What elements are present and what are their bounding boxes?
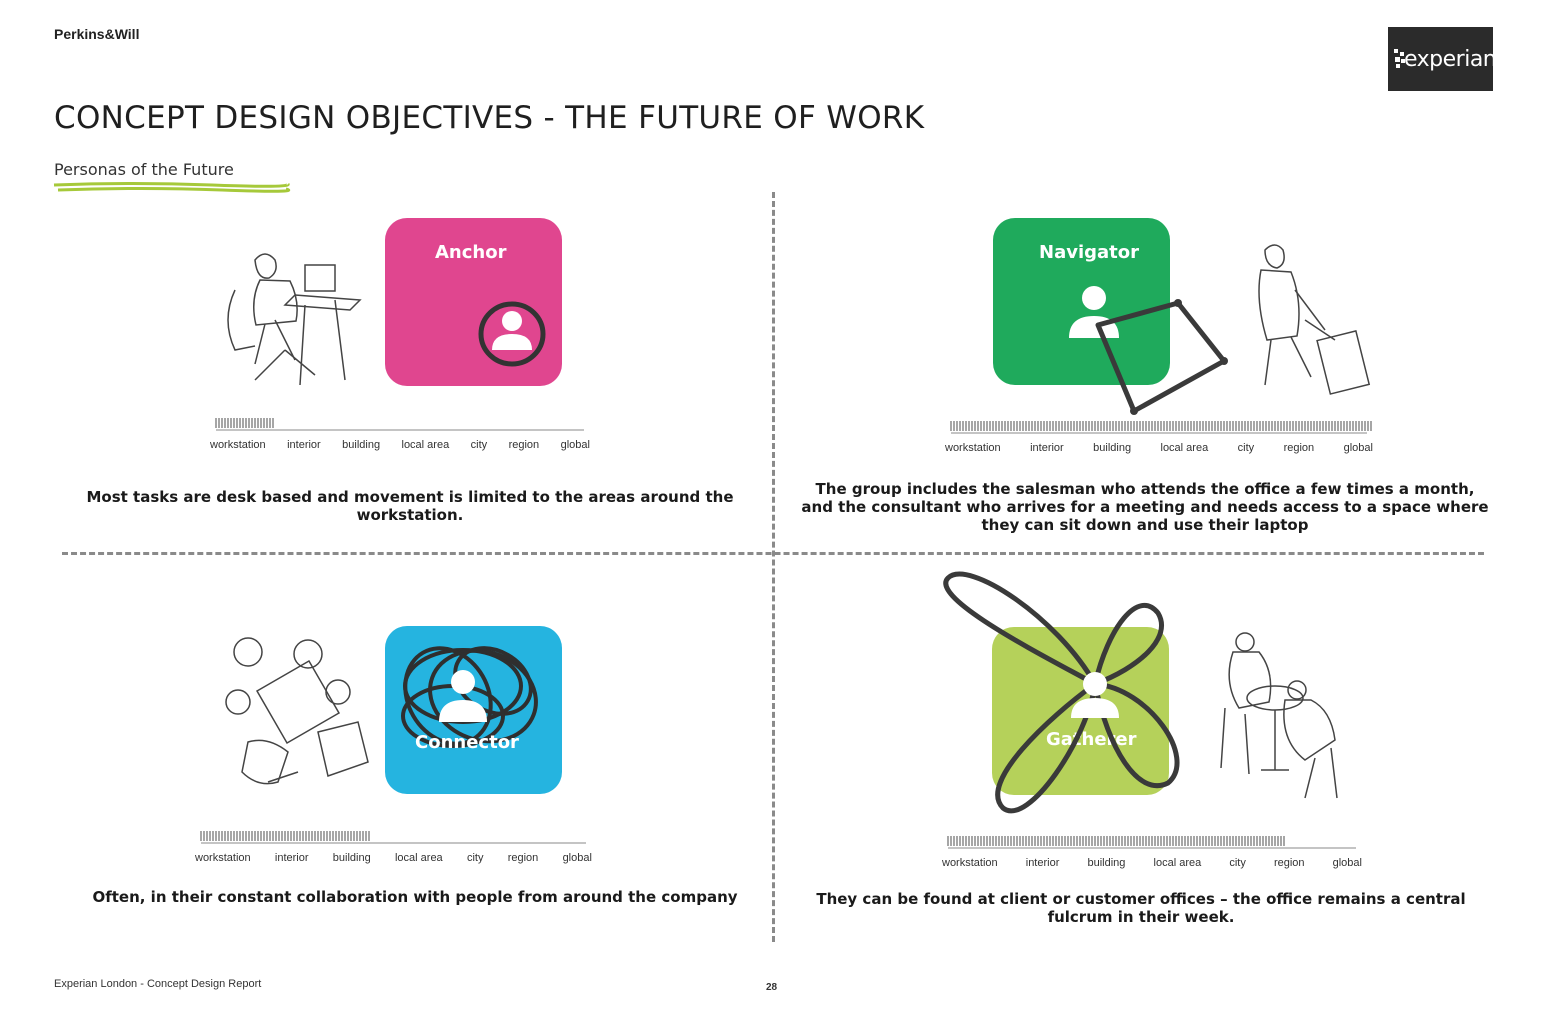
anchor-description: Most tasks are desk based and movement is limited to the areas around the workstation. [86, 488, 734, 524]
scale-label-workstation: workstation [942, 857, 998, 869]
scale-label-local-area: local area [394, 852, 443, 864]
navigator-label: Navigator [1039, 242, 1139, 263]
scale-label-workstation: workstation [210, 439, 266, 451]
gatherer-description: They can be found at client or customer offices – the office remains a central fulcrum in their week. [816, 890, 1466, 926]
scale-label-interior: interior [1025, 857, 1060, 869]
scale-label-region: region [507, 852, 539, 864]
scale-label-region: region [1283, 442, 1315, 454]
navigator-description: The group includes the salesman who attends the office a few times a month, and the consultant who arrives for a meeting and needs access to a space where they can sit down and use their laptop [801, 480, 1489, 534]
scale-bar [210, 412, 590, 434]
scale-label-building: building [1093, 442, 1132, 454]
anchor-label: Anchor [435, 242, 507, 263]
meeting-table-sketch [208, 632, 378, 802]
footer-report-title: Experian London - Concept Design Report [54, 978, 262, 990]
scale-labels [942, 857, 1362, 869]
scale-label-building: building [342, 439, 381, 451]
scale-label-interior: interior [274, 852, 309, 864]
scale-bar [195, 825, 592, 847]
scale-label-local-area: local area [1160, 442, 1209, 454]
scale-label-global: global [1332, 857, 1362, 869]
section-subtitle: Personas of the Future [54, 160, 234, 179]
scale-label-city: city [1237, 442, 1255, 454]
scale-bar [945, 415, 1373, 437]
scale-labels [195, 852, 592, 864]
scale-label-global: global [1343, 442, 1373, 454]
scale-bar [942, 830, 1362, 852]
firm-name: Perkins&Will [54, 26, 140, 42]
scale-labels [945, 442, 1373, 454]
scale-label-building: building [1087, 857, 1126, 869]
scale-label-local-area: local area [401, 439, 450, 451]
cafe-meeting-sketch [1215, 628, 1345, 803]
connector-description: Often, in their constant collaboration with people from around the company [92, 888, 738, 906]
vertical-divider [772, 192, 775, 942]
highlight-underline [52, 180, 292, 194]
page-title: CONCEPT DESIGN OBJECTIVES - THE FUTURE OF WORK [54, 100, 925, 136]
scale-label-workstation: workstation [945, 442, 1001, 454]
range-scale-connector [195, 825, 592, 864]
scale-label-global: global [560, 439, 590, 451]
scale-label-interior: interior [1030, 442, 1064, 454]
scale-label-workstation: workstation [195, 852, 251, 864]
page-number: 28 [766, 982, 778, 993]
experian-logo [1388, 27, 1503, 91]
range-scale-navigator [945, 415, 1373, 454]
gatherer-label: Gatherer [1046, 729, 1137, 750]
anchor-tile [385, 218, 562, 386]
scale-labels [210, 439, 590, 451]
scale-label-interior: interior [287, 439, 321, 451]
navigator-path [1090, 295, 1230, 420]
scale-label-region: region [1273, 857, 1305, 869]
horizontal-divider [62, 552, 1484, 555]
scale-label-local-area: local area [1153, 857, 1202, 869]
scale-label-building: building [332, 852, 371, 864]
person-icon [479, 300, 549, 370]
connector-tile [385, 626, 562, 794]
scale-label-city: city [466, 852, 484, 864]
logo-text: experian. [1404, 47, 1503, 72]
range-scale-gatherer [942, 830, 1362, 869]
scale-label-city: city [1229, 857, 1246, 869]
person-icon [437, 666, 497, 726]
desk-worker-sketch [225, 240, 365, 390]
scale-label-global: global [562, 852, 592, 864]
scale-label-city: city [470, 439, 488, 451]
gatherer-loops [938, 568, 1198, 828]
connector-label: Connector [415, 732, 519, 753]
range-scale-anchor [210, 412, 590, 451]
scale-label-region: region [508, 439, 540, 451]
traveller-sketch [1245, 240, 1385, 400]
